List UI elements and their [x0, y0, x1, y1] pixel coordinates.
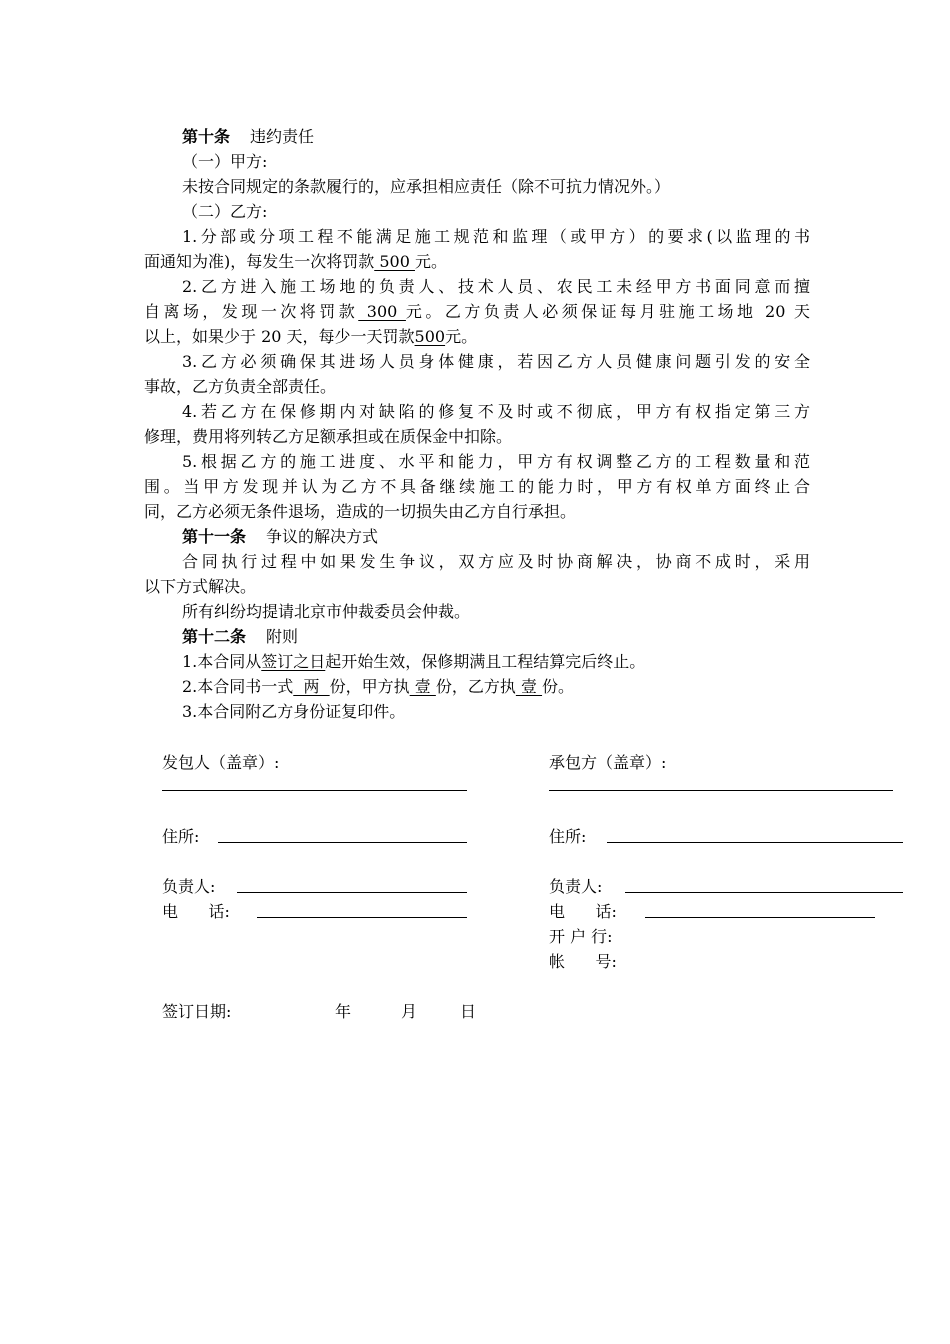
- article-12-heading: [144, 624, 810, 649]
- issuer-address-label: 住所:: [162, 827, 200, 846]
- contractor-person-label: 负责人:: [549, 877, 603, 896]
- contractor-address-label: 住所:: [549, 827, 587, 846]
- article-12-item2: 2.本合同书一式 两 份，甲方执 壹 份，乙方执 壹 份。: [182, 677, 575, 696]
- item2-line3: 以上，如果少于 20 天，每少一天罚款500元。: [144, 327, 478, 346]
- item3-line1: 3.乙方必须确保其进场人员身体健康，若因乙方人员健康问题引发的安全: [182, 352, 810, 371]
- contractor-address-line: [607, 842, 903, 843]
- issuer-person-line: [237, 892, 467, 893]
- contractor-person-line: [625, 892, 903, 893]
- issuer-signature-line: [162, 790, 467, 791]
- issuer-phone-label: 电 话:: [162, 902, 230, 921]
- party-a-heading: （一）甲方:: [182, 152, 268, 171]
- item5-line2: 围。当甲方发现并认为乙方不具备继续施工的能力时，甲方有权单方面终止合: [144, 477, 810, 496]
- party-a-copies: 壹: [409, 677, 436, 696]
- item2-fine-amount: 300: [358, 302, 406, 321]
- sign-date-day: 日: [460, 1002, 477, 1021]
- total-copies: 两: [293, 677, 330, 696]
- article-11-title: 第十一条: [182, 527, 247, 546]
- contract-body: [144, 124, 810, 724]
- item1-line2: 面通知为准)，每发生一次将罚款 500 元。: [144, 252, 447, 271]
- issuer-person-label: 负责人:: [162, 877, 216, 896]
- article-12-title: 第十二条: [182, 627, 247, 646]
- contractor-label: 承包方（盖章）:: [549, 753, 667, 772]
- party-b-copies: 壹: [515, 677, 543, 696]
- item5-line1: 5.根据乙方的施工进度、水平和能力，甲方有权调整乙方的工程数量和范: [182, 452, 810, 471]
- article-11-line2: 以下方式解决。: [144, 577, 257, 596]
- sign-date-year: 年: [335, 1002, 352, 1021]
- sign-date-month: 月: [401, 1002, 418, 1021]
- item2-line2: 自离场，发现一次将罚款 300 元。乙方负责人必须保证每月驻施工场地 20 天: [144, 302, 810, 321]
- article-12-subject: 附则: [266, 627, 299, 646]
- bank-label: 开 户 行:: [549, 927, 613, 946]
- item4-line2: 修理，费用将列转乙方足额承担或在质保金中扣除。: [144, 427, 513, 446]
- article-11-line1: 合同执行过程中如果发生争议，双方应及时协商解决，协商不成时，采用: [182, 552, 810, 571]
- party-b-heading: （二）乙方:: [182, 202, 268, 221]
- effective-date-term: 签订之日: [261, 652, 326, 671]
- article-12-item1: 1.本合同从签订之日起开始生效，保修期满且工程结算完后终止。: [182, 652, 646, 671]
- item4-line1: 4.若乙方在保修期内对缺陷的修复不及时或不彻底，甲方有权指定第三方: [182, 402, 810, 421]
- item1-line1: 1.分部或分项工程不能满足施工规范和监理（或甲方）的要求(以监理的书: [182, 227, 810, 246]
- account-label: 帐 号:: [549, 952, 617, 971]
- item2-line1: 2.乙方进入施工场地的负责人、技术人员、农民工未经甲方书面同意而擅: [182, 277, 810, 296]
- contractor-phone-line: [645, 917, 875, 918]
- item2-daily-fine: 500: [414, 327, 446, 346]
- article-11-line3: 所有纠纷均提请北京市仲裁委员会仲裁。: [182, 602, 471, 621]
- party-a-text: 未按合同规定的条款履行的，应承担相应责任（除不可抗力情况外。）: [182, 177, 671, 196]
- article-10-title: 第十条: [182, 127, 231, 146]
- article-11-heading: [144, 524, 810, 549]
- article-10-heading: [144, 124, 810, 149]
- issuer-label: 发包人（盖章）:: [162, 753, 280, 772]
- article-10-subject: 违约责任: [250, 127, 315, 146]
- sign-date-label: 签订日期:: [162, 1002, 232, 1021]
- issuer-address-line: [218, 842, 467, 843]
- contractor-phone-label: 电 话:: [549, 902, 617, 921]
- item5-line3: 同，乙方必须无条件退场，造成的一切损失由乙方自行承担。: [144, 502, 577, 521]
- article-12-item3: 3.本合同附乙方身份证复印件。: [182, 702, 406, 721]
- article-11-subject: 争议的解决方式: [266, 527, 379, 546]
- item1-fine-amount: 500: [374, 252, 415, 271]
- item3-line2: 事故，乙方负责全部责任。: [144, 377, 337, 396]
- issuer-phone-line: [257, 917, 467, 918]
- contractor-signature-line: [549, 790, 893, 791]
